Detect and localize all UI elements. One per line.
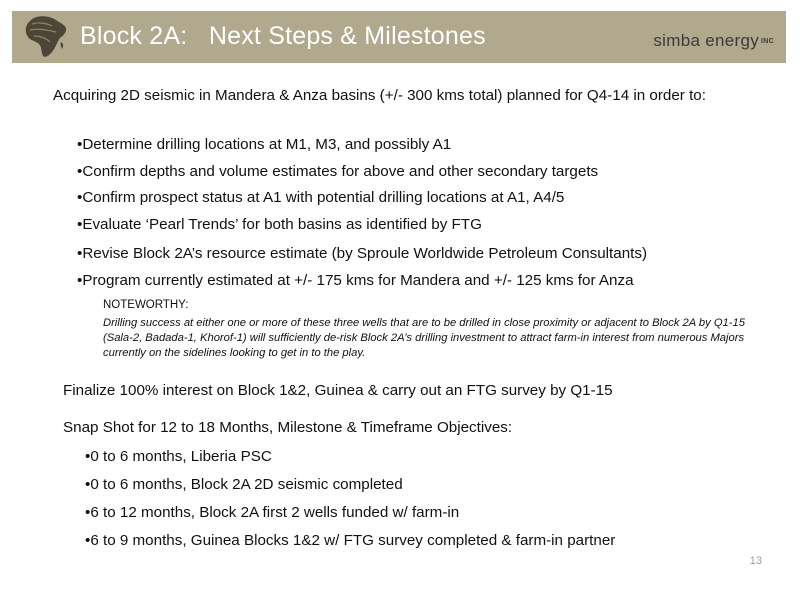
brand-name: simba energy: [653, 31, 760, 50]
list-item: •Confirm depths and volume estimates for above and other secondary targets: [77, 163, 599, 180]
page-title: Block 2A: Next Steps & Milestones: [80, 22, 486, 50]
intro-paragraph: Acquiring 2D seismic in Mandera & Anza basins (+/- 300 kms total) planned for Q4-14 in order to:: [53, 87, 706, 104]
note-body: Drilling success at either one or more of these three wells that are to be drilled in close proximity or adjacent to Block 2A by Q1-15 (Sala-2, Badada-1, Khorof-1) will sufficiently de-risk Block 2A’s drilling investment to attract farm-in interest from numerous Majors currently on the sidelines looking to get in to the play.: [103, 317, 745, 359]
header-bar: [12, 11, 786, 63]
brand-logo: [653, 31, 774, 51]
list-item: •6 to 9 months, Guinea Blocks 1&2 w/ FTG survey completed & farm-in partner: [85, 532, 616, 549]
list-item: •Revise Block 2A’s resource estimate (by Sproule Worldwide Petroleum Consultants): [77, 245, 648, 262]
list-item: •Determine drilling locations at M1, M3, and possibly A1: [77, 136, 452, 153]
finalize-paragraph: Finalize 100% interest on Block 1&2, Guinea & carry out an FTG survey by Q1-15: [63, 382, 613, 399]
list-item: •6 to 12 months, Block 2A first 2 wells funded w/ farm-in: [85, 504, 460, 521]
snapshot-heading: Snap Shot for 12 to 18 Months, Milestone & Timeframe Objectives:: [63, 419, 513, 436]
brand-suffix: INC: [761, 38, 774, 46]
note-title: NOTEWORTHY:: [103, 299, 189, 311]
list-item: •Confirm prospect status at A1 with potential drilling locations at A1, A4/5: [77, 189, 565, 206]
list-item: •0 to 6 months, Liberia PSC: [85, 448, 272, 465]
list-item: •0 to 6 months, Block 2A 2D seismic completed: [85, 476, 403, 493]
page-number: 13: [749, 555, 762, 567]
list-item: •Evaluate ‘Pearl Trends’ for both basins as identified by FTG: [77, 216, 482, 233]
list-item: •Program currently estimated at +/- 175 kms for Mandera and +/- 125 kms for Anza: [77, 272, 634, 289]
africa-map-icon: [20, 14, 70, 60]
